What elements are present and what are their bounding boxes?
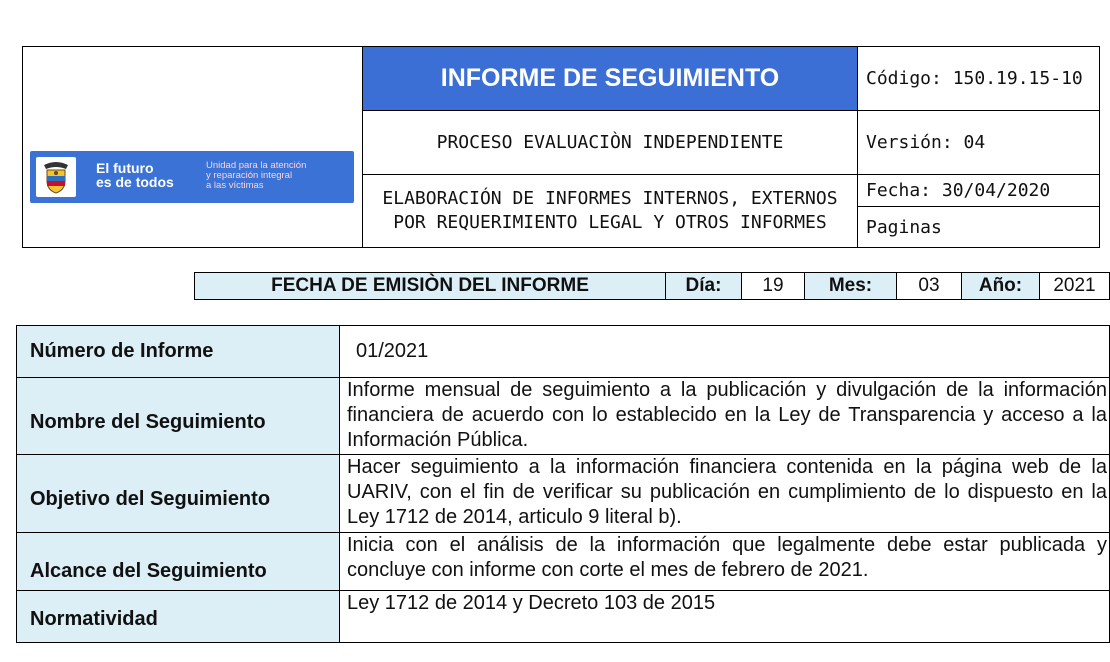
process-name: PROCESO EVALUACIÒN INDEPENDIENTE <box>436 132 784 153</box>
scope-label: Alcance del Seguimiento <box>17 533 339 590</box>
document-code: Código: 150.19.15-10 <box>866 68 1083 89</box>
logo-slogan-line2: es de todos <box>96 174 174 190</box>
scope-value: Inicia con el análisis de la información que legalmente debe estar publicada y concluye con informe con corte el mes de febrero de 2021. <box>347 534 1107 581</box>
month-value: 03 <box>897 273 961 299</box>
logo-entity-line1: Unidad para la atención <box>206 160 307 171</box>
year-label: Año: <box>978 275 1023 296</box>
report-number-value: 01/2021 <box>356 340 429 362</box>
follow-up-name-label: Nombre del Seguimiento <box>17 378 339 454</box>
regulations-value: Ley 1712 de 2014 y Decreto 103 de 2015 <box>347 592 716 614</box>
report-title: INFORME DE SEGUIMIENTO <box>363 47 857 110</box>
objective-label: Objetivo del Seguimiento <box>17 455 339 532</box>
follow-up-name-value: Informe mensual de seguimiento a la publicación y divulgación de la información financiera de acuerdo con lo establecido en la Ley de Transparencia y acceso a la Información Pública. <box>347 379 1107 451</box>
day-value: 19 <box>742 273 804 299</box>
regulations-label: Normatividad <box>17 591 339 642</box>
logo-entity-line3: a las víctimas <box>206 180 264 191</box>
report-number-label: Número de Informe <box>17 326 339 377</box>
emission-date-row <box>194 272 1110 300</box>
emission-label: FECHA DE EMISIÒN DEL INFORME <box>271 275 589 296</box>
document-version: Versión: 04 <box>866 132 986 153</box>
entity-logo <box>30 151 354 203</box>
document-pages: Paginas <box>866 216 942 238</box>
document-header <box>22 46 1100 248</box>
logo-entity-name <box>206 161 306 191</box>
logo-slogan-line1: El futuro <box>96 160 154 176</box>
logo-entity-line2: y reparación integral <box>206 170 293 181</box>
year-value: 2021 <box>1040 273 1109 299</box>
month-label: Mes: <box>828 275 873 296</box>
document-date: Fecha: 30/04/2020 <box>866 180 1051 201</box>
logo-slogan <box>96 161 174 189</box>
procedure-name: ELABORACIÓN DE INFORMES INTERNOS, EXTERNOS POR REQUERIMIENTO LEGAL Y OTROS INFORMES <box>382 188 838 233</box>
coat-of-arms-icon <box>36 157 76 197</box>
objective-value: Hacer seguimiento a la información financiera contenida en la página web de la UARIV, con el fin de verificar su publicación en cumplimiento de lo dispuesto en la Ley 1712 de 2014, articulo 9 literal b). <box>347 456 1107 528</box>
day-label: Día: <box>685 275 722 296</box>
report-info-table <box>16 325 1110 643</box>
